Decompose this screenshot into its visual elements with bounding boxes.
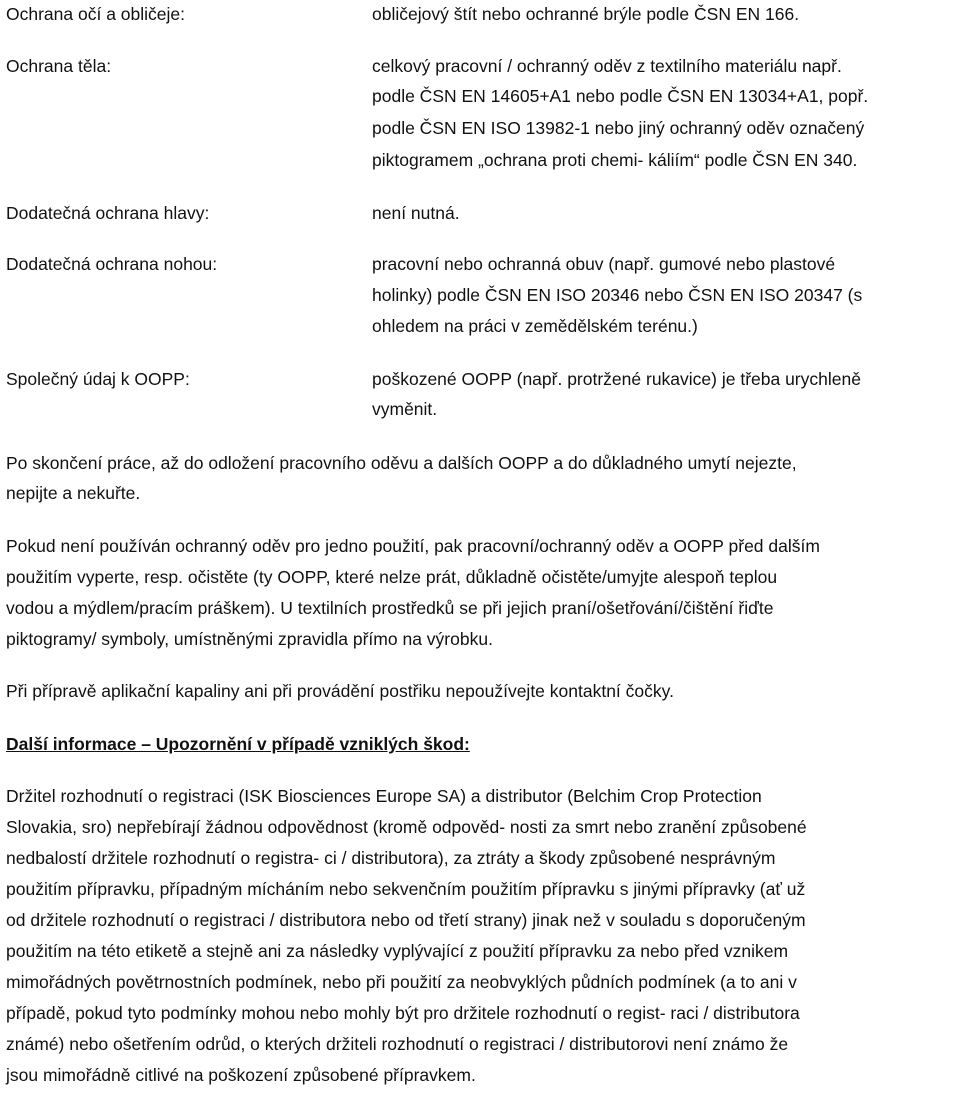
after-work-line: Po skončení práce, až do odložení pracovního oděvu a dalších OOPP a do důkladného umytí nejezte, (6, 453, 797, 473)
ppe-body-value-line: podle ČSN EN ISO 13982-1 nebo jiný ochranný oděv označený (372, 118, 865, 138)
ppe-eyes-face-value: obličejový štít nebo ochranné brýle podle ČSN EN 166. (372, 4, 800, 24)
further-info-line: použitím na této etiketě a stejně ani za následky vyplývající z použití přípravku za nebo před vznikem (6, 941, 789, 961)
further-info-line: od držitele rozhodnutí o registraci / distributora nebo od třetí strany) jinak než v souladu s doporučeným (6, 910, 806, 930)
ppe-common-value-line: poškozené OOPP (např. protržené rukavice) je třeba urychleně (372, 369, 861, 389)
ppe-common-value-line: vyměnit. (372, 399, 438, 419)
further-info-line: jsou mimořádně citlivé na poškození způsobené přípravkem. (6, 1065, 476, 1085)
further-info-line: známé) nebo ošetřením odrůd, o kterých držiteli rozhodnutí o registraci / distributorovi není známo že (6, 1034, 789, 1054)
ppe-body-value-line: podle ČSN EN 14605+A1 nebo podle ČSN EN 13034+A1, popř. (372, 86, 869, 106)
ppe-common-label: Společný údaj k OOPP: (6, 369, 190, 389)
ppe-feet-value-line: holinky) podle ČSN EN ISO 20346 nebo ČSN EN ISO 20347 (s (372, 285, 863, 305)
ppe-head-value: není nutná. (372, 203, 460, 223)
ppe-feet-label: Dodatečná ochrana nohou: (6, 254, 218, 274)
ppe-body-label: Ochrana těla: (6, 56, 112, 76)
ppe-body-value-line: piktogramem „ochrana proti chemi- káliím“ podle ČSN EN 340. (372, 150, 858, 170)
further-info-line: Slovakia, sro) nepřebírají žádnou odpovědnost (kromě odpověd- nosti za smrt nebo zranění způsobené (6, 817, 807, 837)
further-info-line: použitím přípravku, případným mícháním nebo sekvenčním použitím přípravku s jinými přípravky (ať už (6, 879, 806, 899)
ppe-feet-value-line: ohledem na práci v zemědělském terénu.) (372, 316, 698, 336)
ppe-head-label: Dodatečná ochrana hlavy: (6, 203, 210, 223)
washing-line: vodou a mýdlem/pracím práškem). U textilních prostředků se při jejich praní/ošetřování/čištění řiďte (6, 598, 774, 618)
ppe-feet-value-line: pracovní nebo ochranná obuv (např. gumové nebo plastové (372, 254, 836, 274)
further-info-line: nedbalostí držitele rozhodnutí o registra- ci / distributora), za ztráty a škody způsobené nesprávným (6, 848, 776, 868)
washing-line: piktogramy/ symboly, umístněnými zpravidla přímo na výrobku. (6, 629, 493, 649)
contact-lenses-line: Při přípravě aplikační kapaliny ani při provádění postřiku nepoužívejte kontaktní čočky. (6, 681, 674, 701)
after-work-line: nepijte a nekuřte. (6, 483, 141, 503)
further-info-line: Držitel rozhodnutí o registraci (ISK Biosciences Europe SA) a distributor (Belchim Crop Protection (6, 786, 762, 806)
washing-line: Pokud není používán ochranný oděv pro jedno použití, pak pracovní/ochranný oděv a OOPP před dalším (6, 536, 820, 556)
further-info-line: případě, pokud tyto podmínky mohou nebo mohly být pro držitele rozhodnutí o regist- raci / distributora (6, 1003, 800, 1023)
further-info-heading: Další informace – Upozornění v případě vzniklých škod: (6, 734, 470, 754)
further-info-line: mimořádných povětrnostních podmínek, nebo při použití za neobvyklých půdních podmínek (a to ani v (6, 972, 797, 992)
ppe-eyes-face-label: Ochrana očí a obličeje: (6, 4, 185, 24)
ppe-body-value-line: celkový pracovní / ochranný oděv z textilního materiálu např. (372, 56, 842, 76)
washing-line: použitím vyperte, resp. očistěte (ty OOPP, které nelze prát, důkladně očistěte/umyjte alespoň teplou (6, 567, 778, 587)
